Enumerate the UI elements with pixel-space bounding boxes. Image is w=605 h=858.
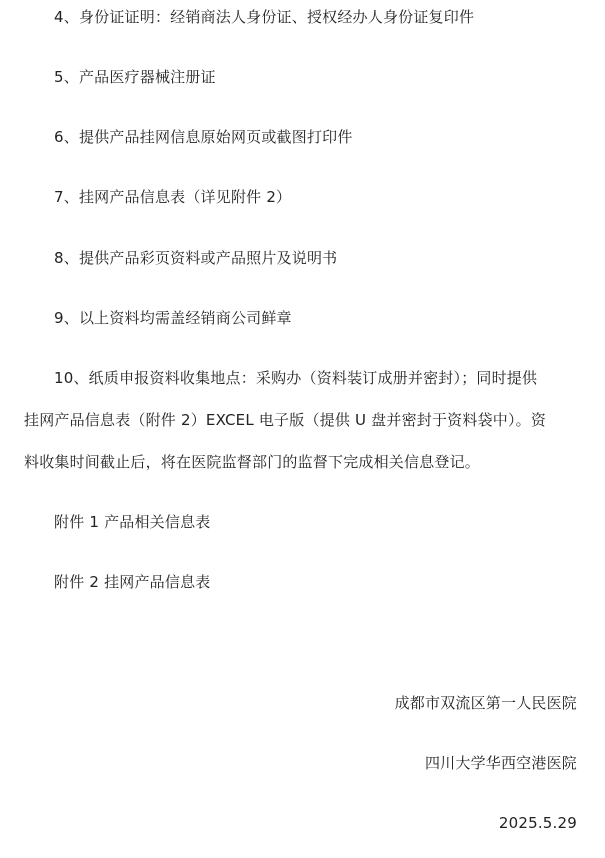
item-5: 5、产品医疗器械注册证 — [54, 68, 216, 86]
signature-date: 2025.5.29 — [498, 814, 577, 832]
signature-hospital-1: 成都市双流区第一人民医院 — [394, 694, 577, 712]
item-8: 8、提供产品彩页资料或产品照片及说明书 — [54, 249, 338, 267]
item-10-line-2: 挂网产品信息表（附件 2）EXCEL 电子版（提供 U 盘并密封于资料袋中）。资 — [24, 411, 547, 429]
item-4: 4、身份证证明：经销商法人身份证、授权经办人身份证复印件 — [54, 8, 475, 26]
signature-hospital-2: 四川大学华西空港医院 — [424, 754, 577, 772]
item-10-line-3: 料收集时间截止后，将在医院监督部门的监督下完成相关信息登记。 — [24, 453, 481, 471]
attachment-2: 附件 2 挂网产品信息表 — [54, 573, 211, 591]
attachment-1: 附件 1 产品相关信息表 — [54, 513, 211, 531]
item-9: 9、以上资料均需盖经销商公司鲜章 — [54, 309, 292, 327]
item-6: 6、提供产品挂网信息原始网页或截图打印件 — [54, 128, 353, 146]
item-10-line-1: 10、纸质申报资料收集地点：采购办（资料装订成册并密封）；同时提供 — [54, 369, 538, 387]
item-7: 7、挂网产品信息表（详见附件 2） — [54, 188, 292, 206]
